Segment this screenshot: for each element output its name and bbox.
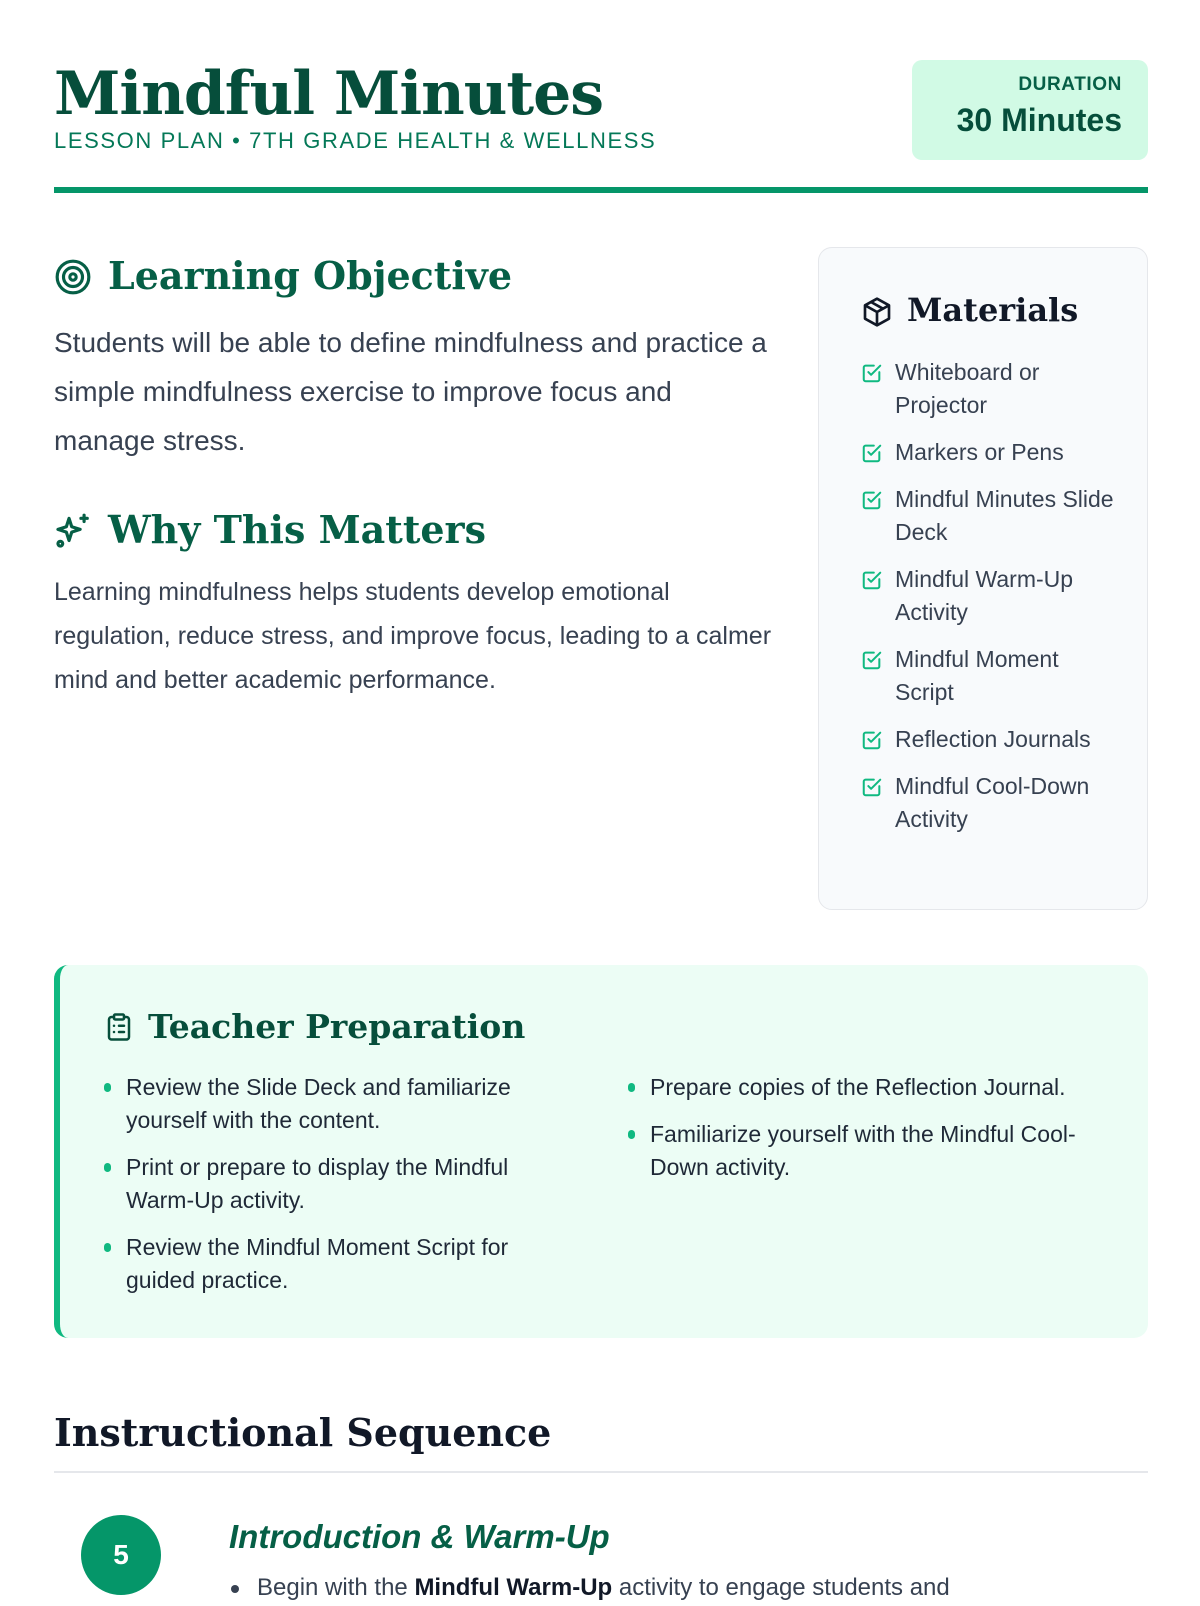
material-item: Markers or Pens: [861, 436, 1123, 469]
duration-label: DURATION: [1018, 74, 1122, 95]
materials-heading-text: Materials: [907, 291, 1079, 329]
step-bullet-highlight: Mindful Warm-Up: [414, 1574, 613, 1601]
materials-list: [861, 356, 1123, 850]
prep-list-left: [104, 1071, 564, 1311]
objective-text: Students will be able to define mindfulness and practice a simple mindfulness exercise to improve focus and manage stress.: [54, 327, 767, 456]
target-icon: [54, 258, 92, 296]
duration-badge: [912, 60, 1148, 160]
step-minutes-badge: 5: [81, 1515, 161, 1595]
prep-item: Print or prepare to display the Mindful Warm-Up activity.: [104, 1151, 564, 1217]
material-item: Mindful Warm-Up Activity: [861, 563, 1123, 629]
step-title: Introduction & Warm-Up: [229, 1518, 610, 1555]
checkbox-icon: [861, 362, 883, 384]
header-divider: [54, 187, 1148, 193]
page-title: Mindful Minutes: [54, 59, 604, 129]
step-bullets: [229, 1570, 1129, 1606]
material-item: Mindful Moment Script: [861, 643, 1123, 709]
page-subtitle: LESSON PLAN • 7TH GRADE HEALTH & WELLNESS: [54, 128, 657, 153]
material-item: Mindful Minutes Slide Deck: [861, 483, 1123, 549]
duration-value: 30 Minutes: [956, 102, 1122, 138]
material-item: Mindful Cool-Down Activity: [861, 770, 1123, 836]
materials-panel: [818, 247, 1148, 910]
package-icon: [861, 296, 893, 328]
sequence-heading: Instructional Sequence: [54, 1410, 552, 1455]
prep-list-right: [628, 1071, 1108, 1198]
sequence-divider: [54, 1471, 1148, 1473]
teacher-prep-panel: [54, 965, 1148, 1338]
header: [54, 54, 1148, 194]
sparkles-icon: [54, 512, 92, 550]
checkbox-icon: [861, 442, 883, 464]
step-bullet: Begin with the Mindful Warm-Up activity to engage students and: [229, 1570, 1129, 1606]
prep-item: Review the Mindful Moment Script for guided practice.: [104, 1231, 564, 1297]
prep-item: Review the Slide Deck and familiarize yourself with the content.: [104, 1071, 564, 1137]
material-item: Whiteboard or Projector: [861, 356, 1123, 422]
why-text: Learning mindfulness helps students develop emotional regulation, reduce stress, and improve focus, leading to a calmer mind and better academic performance.: [54, 578, 772, 694]
prep-item: Prepare copies of the Reflection Journal.: [628, 1071, 1108, 1104]
checkbox-icon: [861, 649, 883, 671]
clipboard-icon: [104, 1011, 134, 1043]
objective-heading-text: Learning Objective: [108, 253, 513, 298]
checkbox-icon: [861, 489, 883, 511]
why-heading-text: Why This Matters: [108, 507, 486, 552]
prep-item: Familiarize yourself with the Mindful Cool-Down activity.: [628, 1118, 1108, 1184]
checkbox-icon: [861, 569, 883, 591]
checkbox-icon: [861, 776, 883, 798]
material-item: Reflection Journals: [861, 723, 1123, 756]
checkbox-icon: [861, 729, 883, 751]
prep-heading-text: Teacher Preparation: [148, 1007, 526, 1046]
